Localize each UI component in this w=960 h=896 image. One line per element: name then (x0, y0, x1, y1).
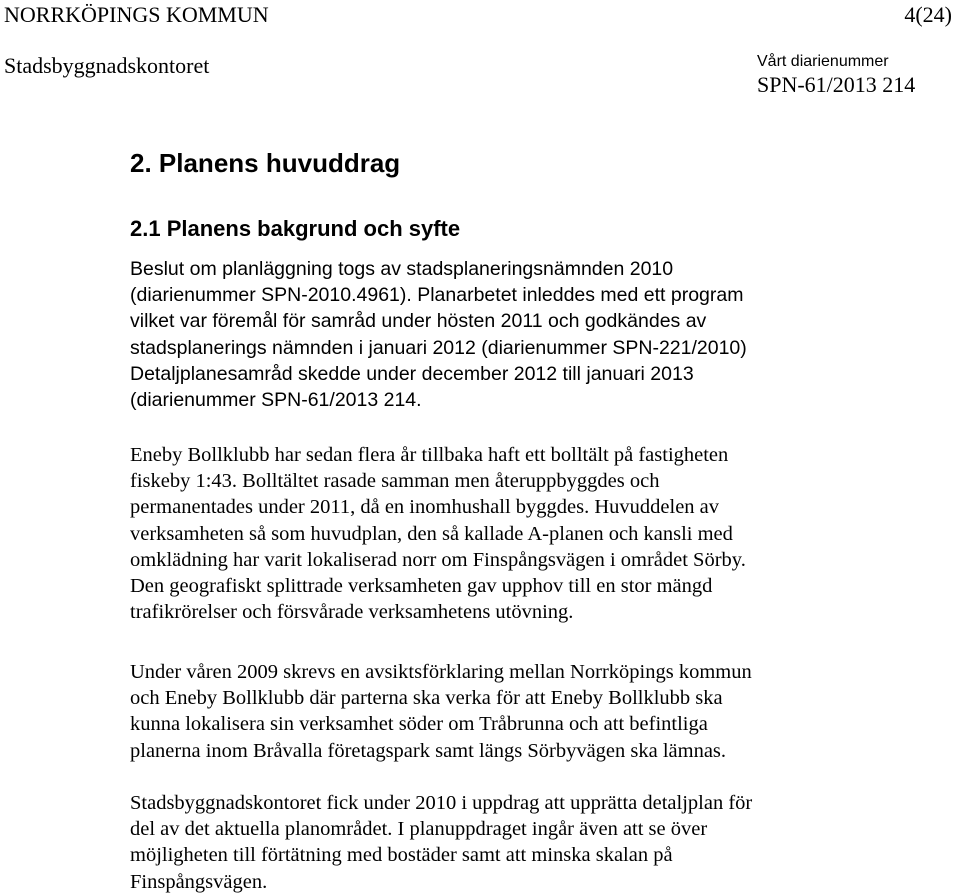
reference-label: Vårt diarienummer (757, 53, 889, 70)
text-line: Stadsbyggnadskontoret fick under 2010 i uppdrag att upprätta detaljplan för (130, 792, 753, 814)
department-name: Stadsbyggnadskontoret (4, 53, 210, 78)
text-line: permanentades under 2011, då en inomhushall byggdes. Huvuddelen av (130, 496, 720, 519)
page-number: 4(24) (904, 2, 952, 27)
organization-name: NORRKÖPINGS KOMMUN (4, 2, 269, 27)
text-line: verksamheten så som huvudplan, den så kallade A-planen och kansli med (130, 522, 733, 545)
text-line: fiskeby 1:43. Bolltältet rasade samman men återuppbyggdes och (130, 470, 660, 493)
subsection-heading: 2.1 Planens bakgrund och syfte (130, 216, 461, 241)
text-line: stadsplanerings nämnden i januari 2012 (diarienummer SPN-221/2010) (130, 336, 747, 359)
text-line: och Eneby Bollklubb där parterna ska verka för att Eneby Bollklubb ska (130, 687, 723, 710)
paragraph-bollklubb-background (130, 442, 950, 625)
text-line: trafikrörelser och försvårade verksamhetens utövning. (130, 601, 574, 624)
text-line: (diarienummer SPN-2010.4961). Planarbetet inleddes med ett program (130, 284, 744, 307)
text-line: kunna lokalisera sin verksamhet söder om Tråbrunna och att befintliga (130, 713, 708, 736)
text-line: (diarienummer SPN-61/2013 214. (130, 388, 422, 411)
paragraph-plan-history (130, 256, 950, 413)
text-line: möjligheten till förtätning med bostäder samt att minska skalan på (130, 844, 673, 867)
reference-number: SPN-61/2013 214 (757, 72, 916, 97)
text-line: Eneby Bollklubb har sedan flera år tillbaka haft ett bolltält på fastigheten (130, 444, 729, 466)
paragraph-letter-of-intent (130, 659, 950, 764)
paragraph-plan-assignment (130, 790, 950, 895)
text-line: Under våren 2009 skrevs en avsiktsförklaring mellan Norrköpings kommun (130, 661, 752, 683)
text-line: Detaljplanesamråd skedde under december 2012 till januari 2013 (130, 362, 694, 385)
text-line: omklädning har varit lokaliserad norr om Finspångsvägen i området Sörby. (130, 548, 746, 571)
text-line: planerna inom Bråvalla företagspark samt längs Sörbyvägen ska lämnas. (130, 739, 727, 762)
text-line: del av det aktuella planområdet. I planuppdraget ingår även att se över (130, 818, 708, 841)
text-line: Finspångsvägen. (130, 870, 268, 893)
section-heading: 2. Planens huvuddrag (130, 148, 401, 178)
text-line: Den geografiskt splittrade verksamheten gav upphov till en stor mängd (130, 574, 713, 597)
text-line: vilket var föremål för samråd under hösten 2011 och godkändes av (130, 310, 707, 333)
text-line: Beslut om planläggning togs av stadsplaneringsnämnden 2010 (130, 258, 674, 280)
